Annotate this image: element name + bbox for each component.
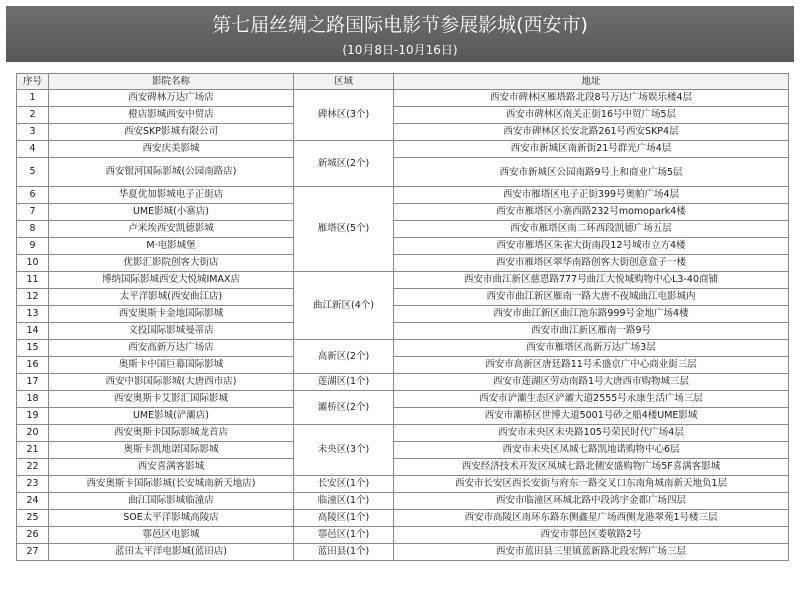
column-header-address: 地址 [394, 74, 789, 90]
cinema-name: 西安碑林万达广场店 [49, 90, 294, 107]
cinema-name: 橙店影城西安中贸店 [49, 107, 294, 124]
cinema-address: 西安市碑林区南关正街16号中贸广场5层 [394, 107, 789, 124]
table-row [17, 107, 789, 124]
cinema-name: 文投国际影城曼蒂店 [49, 323, 294, 340]
cinema-name: 西安银河国际影城(公园南路店) [49, 158, 294, 187]
cinema-name: 华夏优加影城电子正街店 [49, 187, 294, 204]
table-row [17, 459, 789, 476]
row-number: 5 [17, 158, 49, 187]
cinema-name: 太平洋影城(西安曲江店) [49, 289, 294, 306]
cinema-address: 西安市鄠邑区娄敬路2号 [394, 527, 789, 544]
table-row [17, 204, 789, 221]
region-cell: 高新区(2个) [294, 340, 394, 374]
table-row [17, 476, 789, 493]
cinema-address: 西安市雁塔区高新万达广场3层 [394, 340, 789, 357]
table-row [17, 408, 789, 425]
cinema-address: 西安市未央区未央路105号荣民时代广场4层 [394, 425, 789, 442]
title-banner [6, 6, 794, 62]
table-row [17, 510, 789, 527]
cinema-address: 西安市灞桥区世博大道5001号砂之船4楼UME影城 [394, 408, 789, 425]
cinema-name: 西安庆美影城 [49, 141, 294, 158]
cinema-address: 西安市新城区公园南路9号上和商业广场5层 [394, 158, 789, 187]
cinema-address: 西安市碑林区长安北路261号西安SKP4层 [394, 124, 789, 141]
cinema-address: 西安市新城区南新街21号群光广场4层 [394, 141, 789, 158]
cinema-address: 西安市蓝田县三里镇蓝新路北段宏辉广场三层 [394, 544, 789, 561]
cinema-name: 蓝田太平洋电影城(蓝田店) [49, 544, 294, 561]
table-row [17, 238, 789, 255]
date-range: (10月8日-10月16日) [342, 43, 458, 57]
cinema-address: 西安市未央区凤城七路凯地诺购物中心6层 [394, 442, 789, 459]
cinema-name: 奥斯卡凯地诺国际影城 [49, 442, 294, 459]
row-number: 9 [17, 238, 49, 255]
region-cell: 鄠邑区(1个) [294, 527, 394, 544]
cinema-address: 西安市曲江新区慈恩路777号曲江大悦城购物中心L3-40商铺 [394, 272, 789, 289]
table-body [17, 90, 789, 561]
table-row [17, 221, 789, 238]
cinema-name: 西安高新万达广场店 [49, 340, 294, 357]
page-title: 第七届丝绸之路国际电影节参展影城(西安市) [212, 14, 588, 36]
table-row [17, 544, 789, 561]
table-row [17, 493, 789, 510]
cinema-address: 西安市高新区唐廷路11号禾盛京广中心商业街三层 [394, 357, 789, 374]
region-cell: 灞桥区(2个) [294, 391, 394, 425]
row-number: 22 [17, 459, 49, 476]
cinema-address: 西安市曲江新区曲江池东路999号金地广场4楼 [394, 306, 789, 323]
cinema-address: 西安市雁塔区小寨西路232号momopark4楼 [394, 204, 789, 221]
cinema-name: SOE太平洋影城高陵店 [49, 510, 294, 527]
table-row [17, 124, 789, 141]
region-cell: 高陵区(1个) [294, 510, 394, 527]
row-number: 16 [17, 357, 49, 374]
table-row [17, 442, 789, 459]
column-header-number: 序号 [17, 74, 49, 90]
cinema-name: 卢米埃西安凯德影城 [49, 221, 294, 238]
region-cell: 雁塔区(5个) [294, 187, 394, 272]
cinema-address: 西安市临潼区环城北路中段鸿宇金都广场四层 [394, 493, 789, 510]
row-number: 3 [17, 124, 49, 141]
cinema-address: 西安市莲湖区劳动南路1号大唐西市购物城三层 [394, 374, 789, 391]
table-row [17, 255, 789, 272]
row-number: 12 [17, 289, 49, 306]
region-cell: 未央区(3个) [294, 425, 394, 476]
cinema-name: UME影城(小寨店) [49, 204, 294, 221]
table-row [17, 158, 789, 187]
row-number: 25 [17, 510, 49, 527]
table-row [17, 141, 789, 158]
region-cell: 碑林区(3个) [294, 90, 394, 141]
column-header-region: 区域 [294, 74, 394, 90]
cinema-address: 西安市高陵区南环东路东侧鑫星广场西侧龙港翠苑1号楼三层 [394, 510, 789, 527]
cinema-name: 曲江国际影城临潼店 [49, 493, 294, 510]
row-number: 17 [17, 374, 49, 391]
region-cell: 曲江新区(4个) [294, 272, 394, 340]
row-number: 4 [17, 141, 49, 158]
table-row [17, 187, 789, 204]
cinema-name: 西安SKP影城有限公司 [49, 124, 294, 141]
row-number: 2 [17, 107, 49, 124]
table-row [17, 323, 789, 340]
cinema-name: 西安中影国际影城(大唐西市店) [49, 374, 294, 391]
row-number: 21 [17, 442, 49, 459]
cinema-name: 奥斯卡中国巨幕国际影城 [49, 357, 294, 374]
table-row [17, 340, 789, 357]
row-number: 13 [17, 306, 49, 323]
cinema-address: 西安市雁塔区南二环西段凯德广场五层 [394, 221, 789, 238]
row-number: 1 [17, 90, 49, 107]
table-row [17, 374, 789, 391]
cinema-name: 西安奥斯卡艾影汇国际影城 [49, 391, 294, 408]
region-cell: 蓝田县(1个) [294, 544, 394, 561]
row-number: 20 [17, 425, 49, 442]
cinema-name: M·电影城堡 [49, 238, 294, 255]
region-cell: 临潼区(1个) [294, 493, 394, 510]
cinema-table [16, 73, 789, 561]
region-cell: 新城区(2个) [294, 141, 394, 187]
row-number: 7 [17, 204, 49, 221]
cinema-address: 西安市曲江新区雁南一路9号 [394, 323, 789, 340]
cinema-address: 西安经济技术开发区凤城七路北侧安盛购物广场5F喜满客影城 [394, 459, 789, 476]
cinema-address: 西安市碑林区雁塔路北段8号万达广场娱乐楼4层 [394, 90, 789, 107]
row-number: 15 [17, 340, 49, 357]
row-number: 6 [17, 187, 49, 204]
cinema-name: 西安喜满客影城 [49, 459, 294, 476]
row-number: 11 [17, 272, 49, 289]
cinema-address: 西安市雁塔区电子正街399号奥帕广场4层 [394, 187, 789, 204]
table-row [17, 425, 789, 442]
cinema-address: 西安市雁塔区翠华南路创客大街创意盒子一楼 [394, 255, 789, 272]
table-row [17, 272, 789, 289]
row-number: 14 [17, 323, 49, 340]
cinema-address: 西安市浐灞生态区浐灞大道2555号永康生活广场三层 [394, 391, 789, 408]
cinema-name: 优影汇影院创客大街店 [49, 255, 294, 272]
cinema-name: 西安奥斯卡金地国际影城 [49, 306, 294, 323]
column-header-cinema-name: 影院名称 [49, 74, 294, 90]
row-number: 24 [17, 493, 49, 510]
table-row [17, 90, 789, 107]
table-row [17, 289, 789, 306]
cinema-name: 博纳国际影城西安大悦城IMAX店 [49, 272, 294, 289]
cinema-name: 鄠邑区电影城 [49, 527, 294, 544]
table-row [17, 306, 789, 323]
row-number: 26 [17, 527, 49, 544]
cinema-name: UME影城(浐灞店) [49, 408, 294, 425]
cinema-address: 西安市长安区西长安街与府东一路交叉口东南角城南新天地负1层 [394, 476, 789, 493]
region-cell: 长安区(1个) [294, 476, 394, 493]
table-header-row [17, 74, 789, 90]
cinema-name: 西安奥斯卡国际影城龙首店 [49, 425, 294, 442]
table-row [17, 391, 789, 408]
table-row [17, 357, 789, 374]
cinema-name: 西安奥斯卡国际影城(长安城南新天地店) [49, 476, 294, 493]
table-row [17, 527, 789, 544]
row-number: 27 [17, 544, 49, 561]
row-number: 18 [17, 391, 49, 408]
cinema-address: 西安市雁塔区朱雀大街南段12号城市立方4楼 [394, 238, 789, 255]
row-number: 10 [17, 255, 49, 272]
row-number: 19 [17, 408, 49, 425]
row-number: 23 [17, 476, 49, 493]
region-cell: 莲湖区(1个) [294, 374, 394, 391]
cinema-address: 西安市曲江新区雁南一路大唐不夜城曲江电影城内 [394, 289, 789, 306]
row-number: 8 [17, 221, 49, 238]
